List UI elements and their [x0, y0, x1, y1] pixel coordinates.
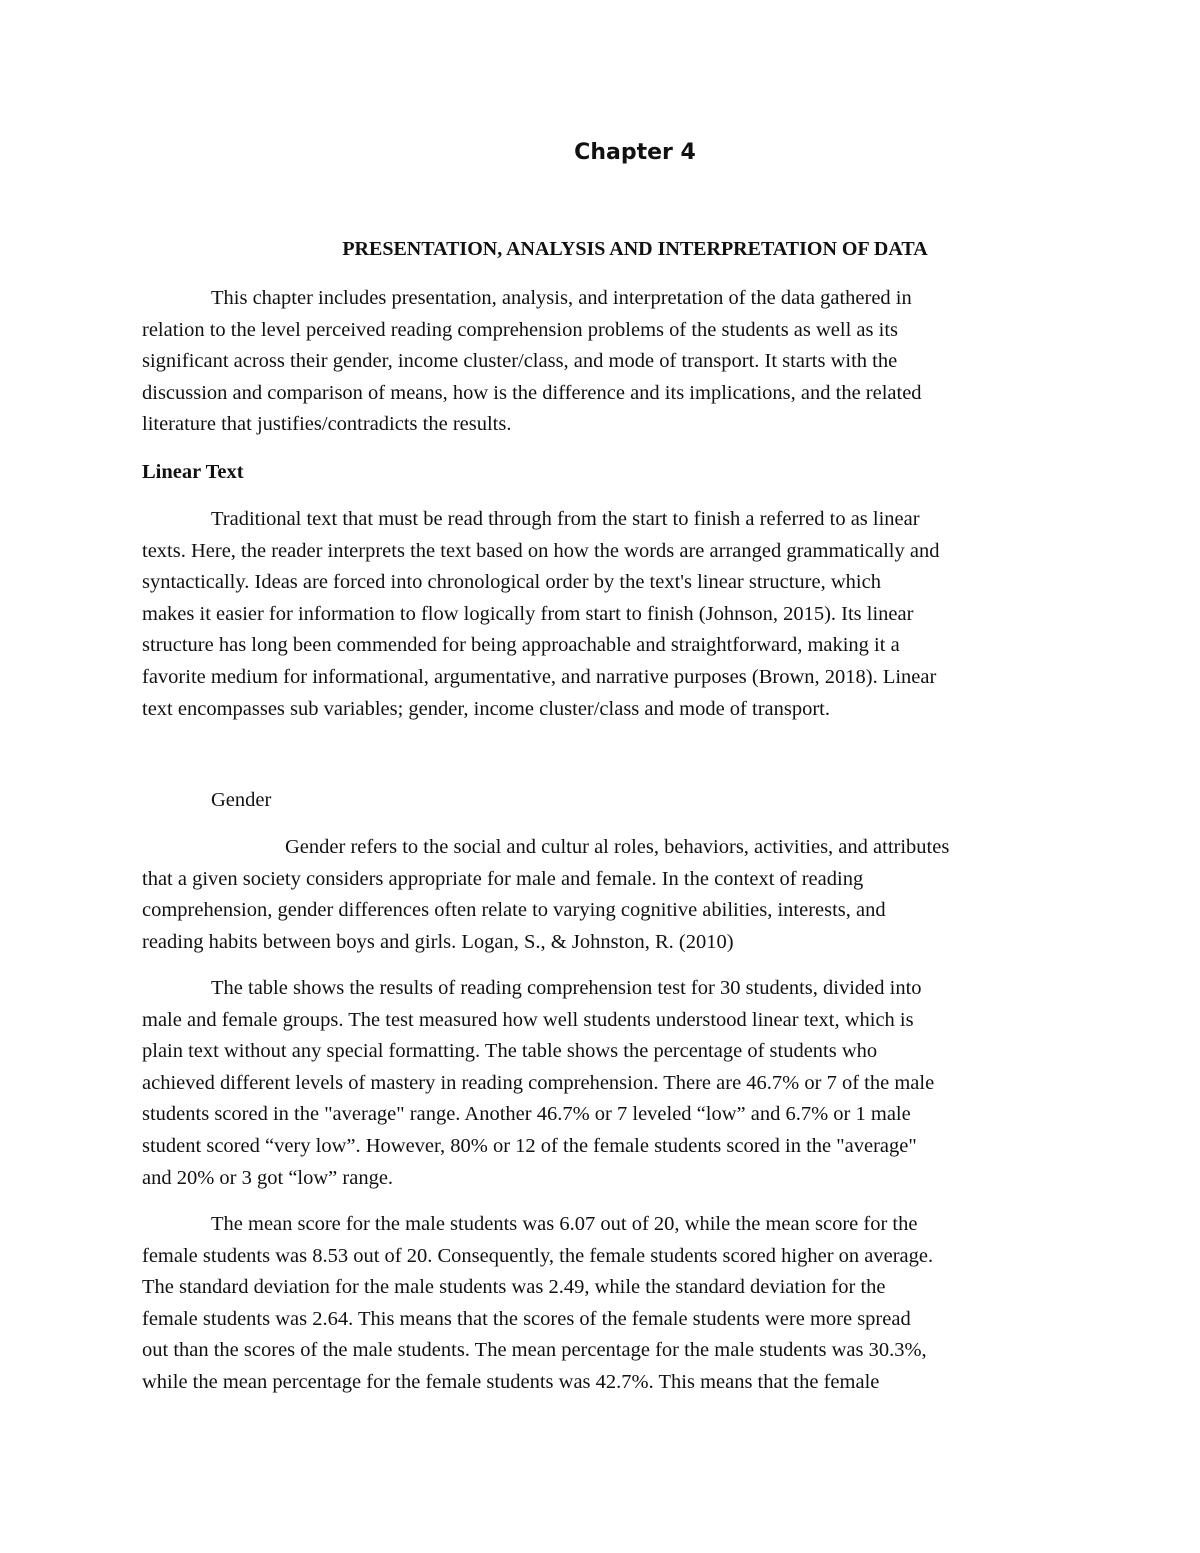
- gender-definition-paragraph: [142, 832, 1072, 958]
- text-line: students scored in the "average" range. Another 46.7% or 7 leveled “low” and 6.7% or 1 male: [142, 1103, 911, 1126]
- text-line: syntactically. Ideas are forced into chronological order by the text's linear structure, which: [142, 571, 881, 594]
- text-line: student scored “very low”. However, 80% or 12 of the female students scored in the "average": [142, 1134, 917, 1157]
- text-line: The standard deviation for the male students was 2.49, while the standard deviation for the: [142, 1276, 886, 1299]
- linear-text-heading: Linear Text: [142, 461, 244, 483]
- text-line: out than the scores of the male students. The mean percentage for the male students was 30.3%,: [142, 1339, 927, 1362]
- text-line: while the mean percentage for the female students was 42.7%. This means that the female: [142, 1370, 880, 1393]
- text-line: relation to the level perceived reading comprehension problems of the students as well as its: [142, 318, 898, 341]
- text-line: literature that justifies/contradicts the results.: [142, 413, 512, 436]
- text-line: reading habits between boys and girls. Logan, S., & Johnston, R. (2010): [142, 930, 734, 953]
- linear-text-paragraph: [142, 504, 1072, 725]
- text-line: female students was 2.64. This means that the scores of the female students were more spread: [142, 1307, 911, 1330]
- text-line: text encompasses sub variables; gender, income cluster/class and mode of transport.: [142, 697, 831, 720]
- text-line: achieved different levels of mastery in reading comprehension. There are 46.7% or 7 of the male: [142, 1071, 935, 1094]
- table-results-paragraph: [142, 973, 1072, 1194]
- text-line: favorite medium for informational, argumentative, and narrative purposes (Brown, 2018). Linear: [142, 665, 937, 688]
- text-line: The table shows the results of reading comprehension test for 30 students, divided into: [211, 977, 922, 999]
- text-line: plain text without any special formatting. The table shows the percentage of students who: [142, 1040, 878, 1063]
- text-line: male and female groups. The test measured how well students understood linear text, which is: [142, 1008, 914, 1031]
- text-line: comprehension, gender differences often relate to varying cognitive abilities, interests, and: [142, 899, 886, 922]
- text-line: Traditional text that must be read through from the start to finish a referred to as linear: [211, 508, 920, 530]
- text-line: significant across their gender, income cluster/class, and mode of transport. It starts with the: [142, 350, 898, 373]
- text-line: The mean score for the male students was 6.07 out of 20, while the mean score for the: [211, 1213, 918, 1235]
- text-line: female students was 8.53 out of 20. Consequently, the female students scored higher on average.: [142, 1244, 934, 1267]
- mean-score-paragraph: [142, 1209, 1072, 1399]
- text-line: structure has long been commended for being approachable and straightforward, making it a: [142, 634, 900, 657]
- text-line: This chapter includes presentation, analysis, and interpretation of the data gathered in: [211, 287, 912, 309]
- section-heading: PRESENTATION, ANALYSIS AND INTERPRETATION OF DATA: [342, 238, 928, 260]
- text-line: Gender refers to the social and cultur al roles, behaviors, activities, and attributes: [285, 836, 950, 858]
- text-line: that a given society considers appropriate for male and female. In the context of reading: [142, 867, 864, 890]
- text-line: texts. Here, the reader interprets the text based on how the words are arranged grammatically and: [142, 539, 940, 562]
- text-line: and 20% or 3 got “low” range.: [142, 1166, 394, 1189]
- text-line: discussion and comparison of means, how is the difference and its implications, and the related: [142, 381, 922, 404]
- intro-paragraph: [142, 283, 1072, 441]
- gender-heading: Gender: [211, 789, 272, 811]
- text-line: makes it easier for information to flow logically from start to finish (Johnson, 2015). Its linear: [142, 602, 914, 625]
- chapter-title: Chapter 4: [574, 140, 696, 165]
